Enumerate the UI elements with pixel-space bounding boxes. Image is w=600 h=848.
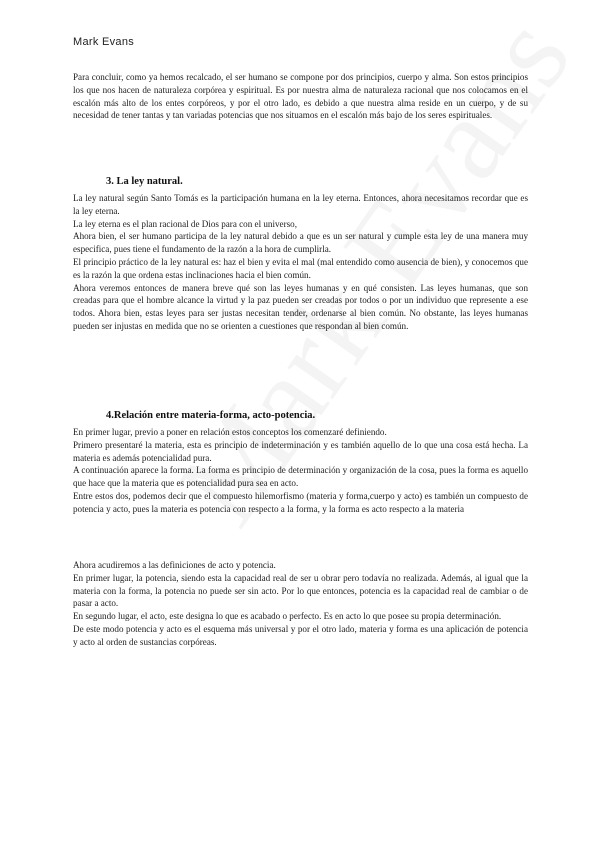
paragraph: Ahora bien, el ser humano participa de la ley natural debido a que es un ser natural y cumple esta ley de una manera muy especifica, pues tiene el fundamento de la razón a la hora de cumplirla. (73, 231, 528, 255)
section-4-body-continued (73, 559, 528, 649)
section-4-body (73, 426, 528, 516)
paragraph: Ahora acudiremos a las definiciones de acto y potencia. (73, 560, 276, 570)
paragraph: A continuación aparece la forma. La forma es principio de determinación y organización de la cosa, pues la forma es aquello que hace que la materia que es potencialidad pura sea en acto. (73, 465, 528, 489)
paragraph: Ahora veremos entonces de manera breve qué son las leyes humanas y en qué consisten. Las leyes humanas, que son creadas para que el hombre alcance la virtud y la paz pueden ser creadas por todos o por un individuo que represente a ese todos. Ahora bien, estas leyes para ser justas necesitan tender, ordenarse al bien común. No obstante, las leyes humanas pueden ser injustas en medida que no se orienten a cuestiones que respondan al bien común. (73, 282, 528, 331)
intro-text: Para concluir, como ya hemos recalcado, el ser humano se compone por dos principios, cuerpo y alma. Son estos principios los que nos hacen de naturaleza corpórea y espiritual. Es por nuestra alma de naturaleza racional que nos colocamos en el escalón más alto de los entes corpóreos, y por el otro lado, es debido a que nuestra alma reside en un cuerpo, y de su necesidad de tener tantas y tan variadas potencias que nos situamos en el escalón más bajo de los seres espirituales. (73, 72, 528, 121)
paragraph: En primer lugar, previo a poner en relación estos conceptos los comenzaré definiendo. (73, 427, 387, 437)
paragraph: De este modo potencia y acto es el esquema más universal y por el otro lado, materia y forma es una aplicación de potencia y acto al orden de sustancias corpóreas. (73, 623, 528, 647)
paragraph: Entre estos dos, podemos decir que el compuesto hilemorfismo (materia y forma,cuerpo y acto) es también un compuesto de potencia y acto, pues la materia es potencia con respecto a la forma, y la forma es acto respecto a la materia (73, 490, 528, 514)
section-3-body (73, 192, 528, 333)
paragraph: El principio práctico de la ley natural es: haz el bien y evita el mal (mal entendido como ausencia de bien), y conocemos que es la razón la que ordena estas inclinaciones hacia el bien común. (73, 256, 528, 280)
paragraph: La ley eterna es el plan racional de Dios para con el universo, (73, 218, 297, 229)
paragraph: En primer lugar, la potencia, siendo esta la capacidad real de ser u obrar pero todavía no realizada. Además, al igual que la materia con la forma, la potencia no puede ser sin acto. Por lo que entonces, potencia es la capacidad real de cambiar o de pasar a acto. (73, 572, 528, 609)
paragraph: La ley natural según Santo Tomás es la participación humana en la ley eterna. Entonces, ahora necesitamos recordar que es la ley eterna. (73, 193, 528, 216)
section-4-heading: 4.Relación entre materia-forma, acto-potencia. (106, 410, 316, 421)
paragraph: En segundo lugar, el acto, este designa lo que es acabado o perfecto. Es en acto lo que posee su propia determinación. (73, 611, 502, 622)
intro-paragraph (73, 71, 528, 122)
section-3-heading: 3. La ley natural. (106, 176, 183, 187)
page-header-author: Mark Evans (73, 36, 135, 48)
paragraph: Primero presentaré la materia, esta es principio de indeterminación y es también aquello de lo que una cosa está hecha. La materia es además potencialidad pura. (73, 439, 528, 463)
